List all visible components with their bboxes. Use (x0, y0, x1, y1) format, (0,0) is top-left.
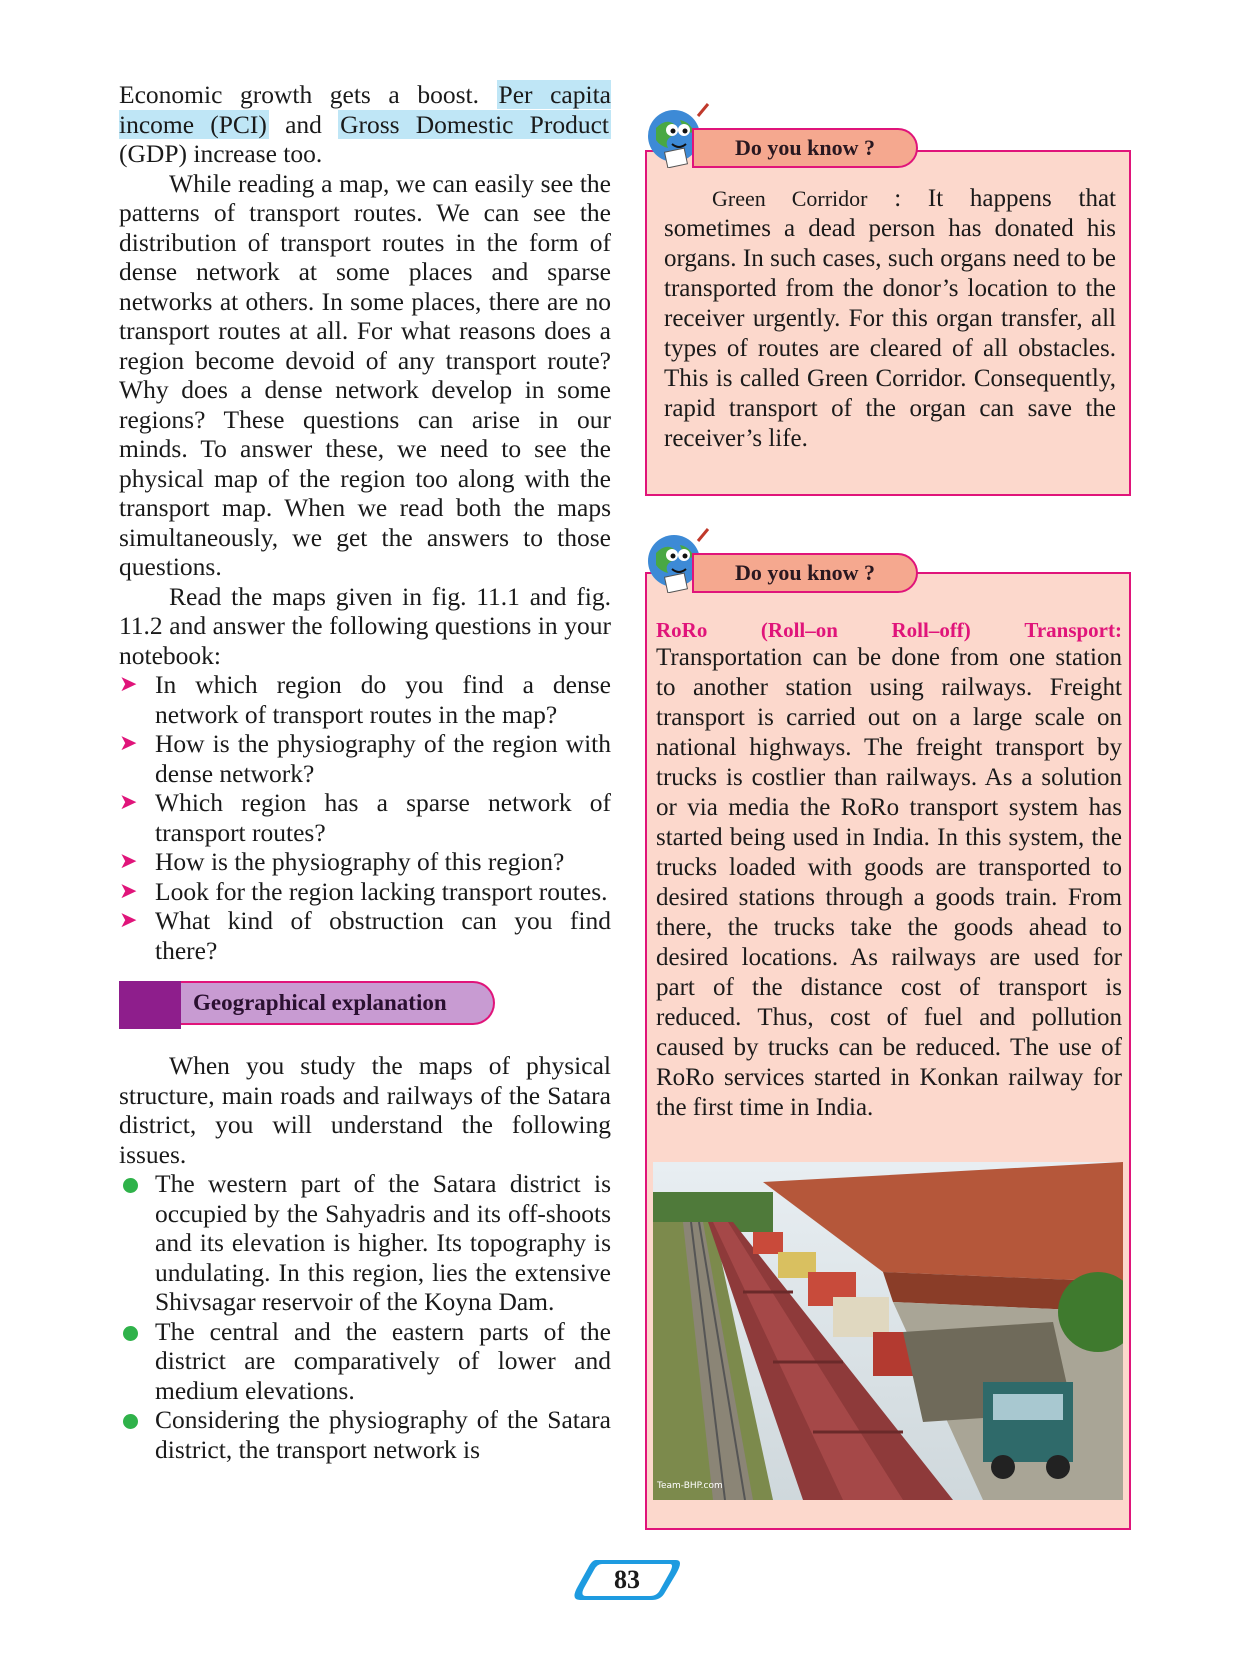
do-you-know-label: Do you know ? (692, 128, 918, 168)
text-run: Economic growth gets a boost. (119, 80, 497, 109)
question-text: Which region has a sparse network of transport routes? (155, 788, 611, 847)
question-text: What kind of obstruction can you find there? (155, 906, 611, 965)
question-item (119, 877, 611, 907)
point-text: The western part of the Satara district is occupied by the Sahyadris and its off-shoots and its elevation is higher. Its topography is undulating. In this region, lies the extensive Shivsagar reservoir of the Koyna Dam. (155, 1169, 611, 1316)
section-heading-label: Geographical explanation (181, 981, 495, 1025)
map-reading-paragraph: While reading a map, we can easily see the patterns of transport routes. We can see the distribution of transport routes in the form of dense network at some places and sparse networks at others. In some places, there are no transport routes at all. For what reasons does a region become devoid of any transport route? Why does a dense network develop in some regions? These questions can arise in our minds. To answer these, we need to see the physical map of the region too along with the transport map. When we read both the maps simultaneously, we get the answers to those questions. (119, 168, 611, 581)
point-item (119, 1317, 611, 1406)
question-text: How is the physiography of this region? (155, 847, 565, 876)
roro-body: Transportation can be done from one station to another station using railways. Freight transport is carried out on a large scale on national highways. The freight transport by trucks is costlier than railways. As a solution or via media the RoRo transport system has started being used in India. In this system, the trucks loaded with goods are transported to desired stations through a goods train. From there, the trucks take the goods ahead to desired locations. As railways are used for part of the distance cost of transport is reduced. Thus, cost of fuel and pollution caused by trucks can be reduced. The use of RoRo services started in Konkan railway for the first time in India. (656, 644, 1122, 1121)
photo-watermark: Team-BHP.com (657, 1481, 723, 1491)
point-text: The central and the eastern parts of the district are comparatively of lower and medium elevations. (155, 1316, 611, 1405)
highlight-pci: Per capita income (PCI) (119, 80, 611, 139)
dot-bullet-icon (123, 1178, 138, 1193)
green-corridor-body: It happens that sometimes a dead person has donated his organs. In such cases, such organs need to be transported from the donor’s location to the receiver urgently. For this organ transfer, all types of routes are cleared of all obstacles. This is called Green Corridor. Consequently, rapid transport of the organ can save the receiver’s life. (664, 185, 1116, 452)
question-text: Look for the region lacking transport routes. (155, 876, 608, 906)
heading-bar (119, 981, 181, 1029)
question-item (119, 788, 611, 847)
point-list (119, 1169, 611, 1464)
question-text: How is the physiography of the region with dense network? (155, 729, 611, 788)
question-item (119, 847, 611, 877)
arrow-bullet-icon: ➤ (119, 672, 138, 697)
roro-title-word: (Roll–on (760, 618, 838, 642)
section-heading (119, 981, 611, 1025)
arrow-bullet-icon: ➤ (119, 878, 138, 904)
question-item (119, 729, 611, 788)
page-number-badge (572, 1558, 682, 1602)
arrow-bullet-icon: ➤ (119, 908, 138, 933)
green-corridor-lead: Green Corridor (712, 186, 868, 211)
roro-title-word: Transport: (1024, 618, 1122, 642)
question-text: In which region do you find a dense network of transport routes in the map? (155, 670, 611, 729)
green-corridor-text (664, 184, 1116, 454)
arrow-bullet-icon: ➤ (119, 790, 138, 815)
roro-content (656, 618, 1122, 1123)
instruction-paragraph: Read the maps given in fig. 11.1 and fig. 11.2 and answer the following questions in your notebook: (119, 581, 611, 670)
arrow-bullet-icon: ➤ (119, 731, 138, 756)
roro-title-word: RoRo (656, 618, 708, 642)
roro-train-photo (653, 1162, 1123, 1500)
explanation-paragraph: When you study the maps of physical structure, main roads and railways of the Satara district, you will understand the following issues. (119, 1051, 611, 1169)
do-you-know-header-2 (642, 553, 922, 593)
do-you-know-label: Do you know ? (692, 553, 918, 593)
point-item (119, 1169, 611, 1317)
point-text: Considering the physiography of the Satara district, the transport network is (155, 1405, 611, 1464)
roro-title (656, 618, 1122, 643)
question-item (119, 906, 611, 965)
arrow-bullet-icon: ➤ (119, 849, 138, 874)
page-number: 83 (614, 1565, 640, 1594)
left-column (119, 80, 611, 1464)
intro-paragraph (119, 80, 611, 169)
text-run: (GDP) increase too. (119, 139, 323, 168)
question-item (119, 670, 611, 729)
do-you-know-header-1 (642, 128, 922, 168)
point-item (119, 1405, 611, 1464)
roro-title-word: Roll–off) (891, 618, 971, 642)
dot-bullet-icon (123, 1326, 138, 1341)
dot-bullet-icon (123, 1414, 138, 1429)
text-run: and (268, 109, 339, 139)
roro-photo-illustration (653, 1162, 1123, 1500)
highlight-gdp: Gross Domestic Product (340, 109, 609, 139)
question-list (119, 670, 611, 965)
green-corridor-box (645, 150, 1131, 496)
separator: : (867, 185, 928, 212)
